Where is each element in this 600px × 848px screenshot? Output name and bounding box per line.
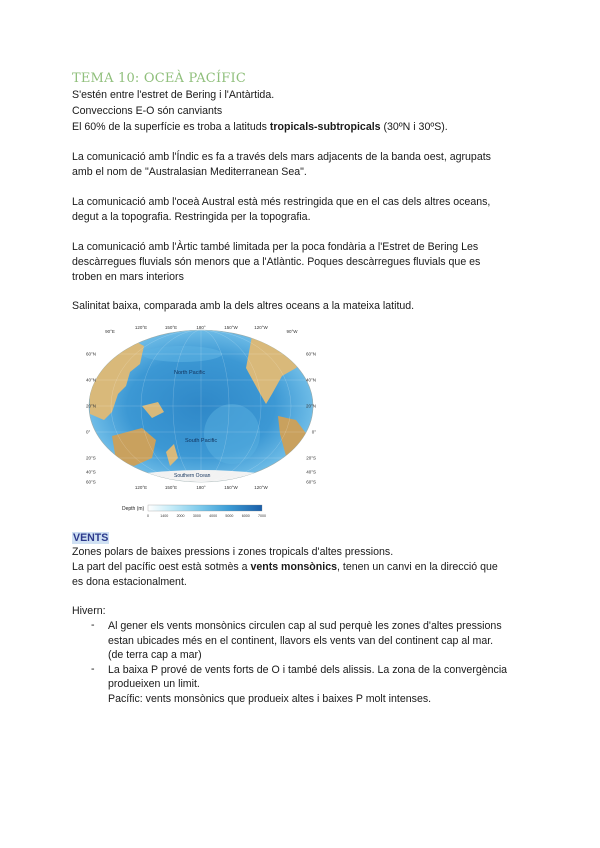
intro-line-3-pre: El 60% de la superfície es troba a latituds <box>72 121 270 133</box>
legend-tick: 2000 <box>176 514 185 518</box>
vents-line-2 <box>72 560 498 574</box>
vents-line-3: es dona estacionalment. <box>72 576 187 588</box>
bullet-2-line-3: Pacífic: vents monsònics que produeix altes i baixes P molt intenses. <box>108 693 432 705</box>
lat-label-right: 20°N <box>305 403 316 409</box>
lon-label-top: 150°E <box>164 325 178 330</box>
austral-line-1: La comunicació amb l'oceà Austral està més restringida que en el cas dels altres oceans, <box>72 196 491 208</box>
legend-tick: 6000 <box>241 514 250 518</box>
lat-label-right: 60°N <box>305 351 316 357</box>
artic-line-3: troben en mars interiors <box>72 271 184 283</box>
vents-line-2-pre: La part del pacífic oest està sotmès a <box>72 561 251 573</box>
intro-line-3-post: (30ºN i 30ºS). <box>380 121 448 133</box>
bullet-dash-1: - <box>91 619 95 631</box>
vents-heading: VENTS <box>73 532 109 544</box>
lat-label-left: 60°N <box>86 351 97 357</box>
salinitat-line: Salinitat baixa, comparada amb la dels altres oceans a la mateixa latitud. <box>72 300 415 312</box>
indic-line-2: amb el nom de "Australasian Mediterranean Sea". <box>72 166 307 178</box>
hivern-heading: Hivern: <box>72 605 106 617</box>
austral-line-2: degut a la topografia. Restringida per la topografia. <box>72 211 311 223</box>
lat-label-right: 40°N <box>305 377 316 383</box>
lat-label-right: 20°S <box>306 455 316 461</box>
lat-label-left: 20°N <box>86 403 97 409</box>
bullet-1-line-1: Al gener els vents monsònics circulen cap al sud perquè les zones d'altes pressions <box>108 620 502 632</box>
bullet-1-line-3: (de terra cap a mar) <box>108 649 202 661</box>
lat-label-right: 0° <box>311 429 316 435</box>
bullet-2-line-1: La baixa P prové de vents forts de O i també dels alissis. La zona de la convergència <box>108 664 508 676</box>
legend-tick: 1400 <box>160 514 169 518</box>
pacific-map-svg <box>82 324 320 524</box>
legend-tick: 4000 <box>209 514 218 518</box>
lat-label-left: 40°N <box>86 377 97 383</box>
intro-line-1: S'estén entre l'estret de Bering i l'Antàrtida. <box>72 89 275 101</box>
bullet-1-line-2: estan ubicades més en el continent, llavors els vents van del continent cap al mar. <box>108 635 494 647</box>
lon-label-bottom: 150°E <box>164 485 178 490</box>
vents-line-2-bold: vents monsònics <box>250 561 337 573</box>
lat-label-left: 60°S <box>86 479 96 485</box>
legend-tick: 3000 <box>192 514 201 518</box>
legend-title: Depth (m) <box>122 506 145 512</box>
label-south-pacific: South Pacific <box>185 438 218 444</box>
lon-label-bottom: 150°W <box>224 485 238 490</box>
lon-label-bottom: 120°W <box>254 485 268 490</box>
lon-label-bottom: 120°E <box>134 485 148 490</box>
lat-label-left: 0° <box>86 429 91 435</box>
page-title: TEMA 10: OCEÀ PACÍFIC <box>72 71 246 86</box>
vents-line-1: Zones polars de baixes pressions i zones tropicals d'altes pressions. <box>72 546 394 558</box>
legend-tick: 0 <box>147 514 149 518</box>
lon-label-top: 90°W <box>286 329 298 334</box>
intro-line-3-bold: tropicals-subtropicals <box>269 121 381 133</box>
label-north-pacific: North Pacific <box>174 370 206 376</box>
lon-labels-bottom <box>135 485 269 490</box>
label-southern-ocean: Southern Ocean <box>174 473 211 479</box>
lat-label-right: 40°S <box>306 469 316 475</box>
lat-label-left: 20°S <box>86 455 96 461</box>
pacific-map-figure <box>82 324 320 524</box>
legend-ticks <box>147 514 266 518</box>
legend-tick: 7000 <box>258 514 266 518</box>
lon-label-top: 90°E <box>105 329 115 334</box>
vents-line-2-post: , tenen un canvi en la direcció que <box>336 561 498 573</box>
lat-label-left: 40°S <box>86 469 96 475</box>
intro-line-2: Conveccions E-O són canviants <box>72 105 223 117</box>
indic-line-1: La comunicació amb l'Índic es fa a través dels mars adjacents de la banda oest, agrupats <box>72 151 491 163</box>
lat-label-right: 60°S <box>306 479 316 485</box>
intro-line-3 <box>72 120 448 134</box>
legend-tick: 5000 <box>225 514 234 518</box>
lon-label-top: 120°W <box>254 325 268 330</box>
lon-label-bottom: 180° <box>196 485 206 490</box>
lon-label-top: 120°E <box>134 325 148 330</box>
bullet-2-line-2: produeixen un limit. <box>108 678 200 690</box>
artic-line-1: La comunicació amb l'Àrtic també limitada per la poca fondària a l'Estret de Bering Les <box>72 241 479 253</box>
artic-line-2: descàrregues fluvials són menors que a l'Atlàntic. Poques descàrregues fluvials que es <box>72 256 481 268</box>
depth-legend-bar <box>148 505 262 511</box>
bullet-dash-2: - <box>91 663 95 675</box>
lon-label-top: 180° <box>196 325 206 330</box>
lon-label-top: 150°W <box>224 325 238 330</box>
